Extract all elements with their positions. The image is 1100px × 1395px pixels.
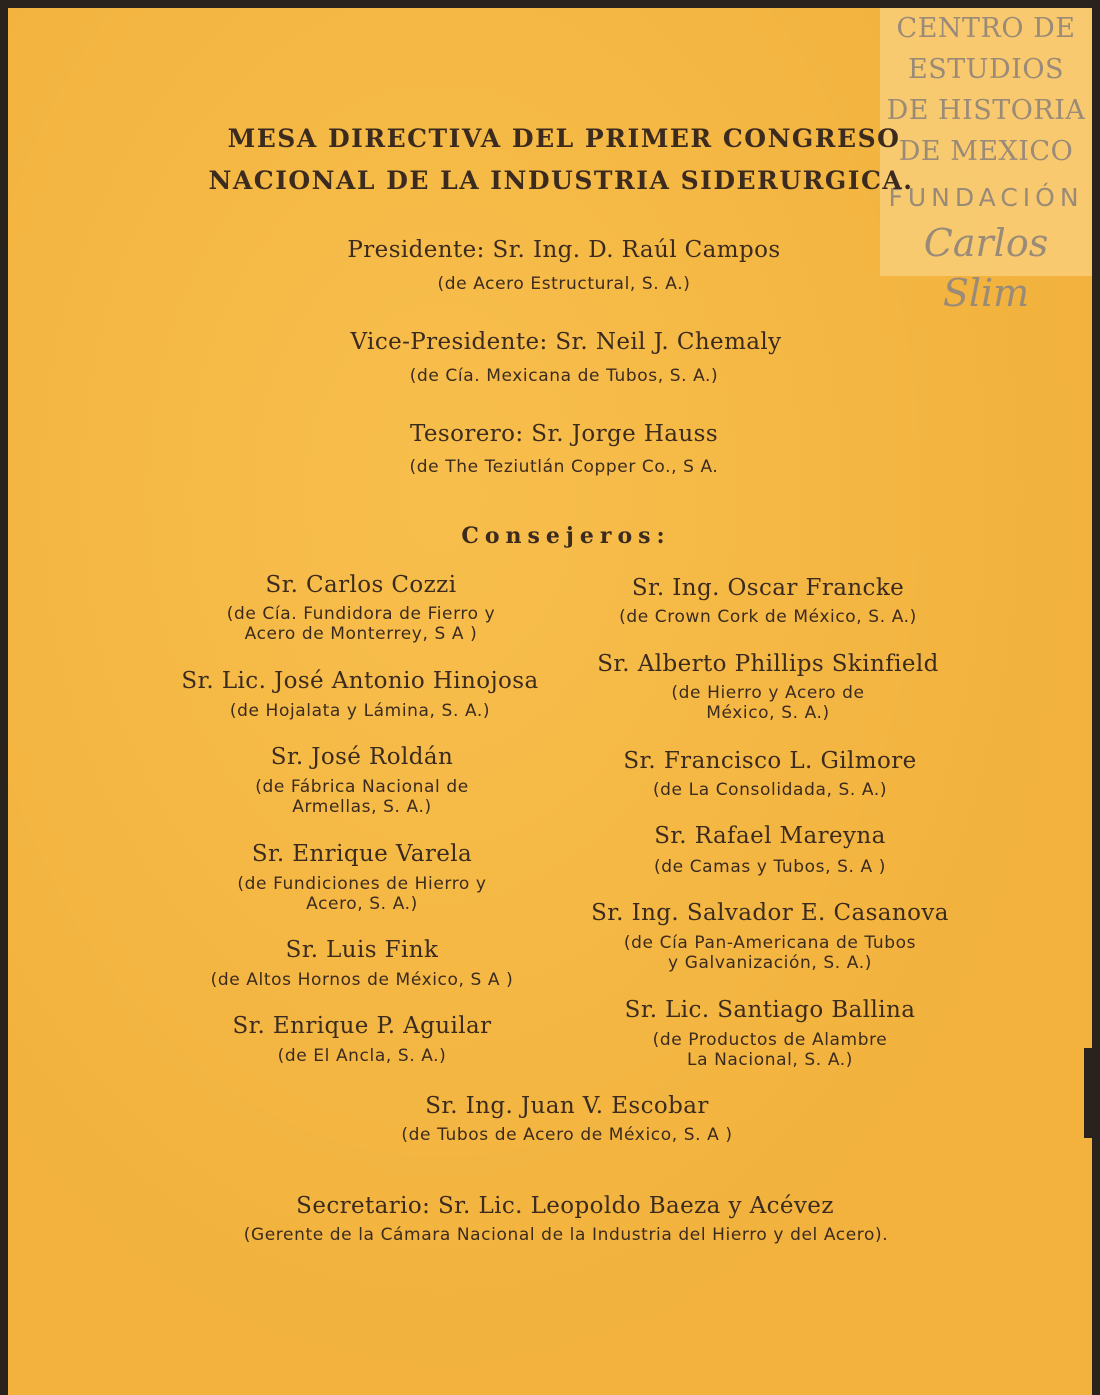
consejero-name: Sr. Rafael Mareyna bbox=[654, 823, 886, 849]
watermark-fundacion: FUNDACIÓN bbox=[888, 183, 1084, 212]
watermark-line: DE HISTORIA bbox=[886, 95, 1086, 126]
consejero-org: (de Tubos de Acero de México, S. A ) bbox=[401, 1125, 733, 1145]
officer-treasurer: Tesorero: Sr. Jorge Hauss bbox=[409, 421, 719, 447]
consejero-org: Acero de Monterrey, S A ) bbox=[244, 624, 478, 644]
consejero-org: (de El Ancla, S. A.) bbox=[277, 1046, 447, 1066]
officer-treasurer-org: (de The Teziutlán Copper Co., S A. bbox=[409, 457, 719, 477]
consejero-org: México, S. A.) bbox=[706, 703, 830, 723]
watermark bbox=[880, 8, 1092, 315]
consejero-org: (de Cía Pan-Americana de Tubos bbox=[623, 933, 917, 953]
consejero-org: (de La Consolidada, S. A.) bbox=[652, 780, 888, 800]
consejero-org: (de Fábrica Nacional de bbox=[255, 777, 469, 797]
consejero-name: Sr. Ing. Salvador E. Casanova bbox=[591, 900, 949, 926]
consejero-name: Sr. José Roldán bbox=[270, 744, 454, 770]
consejero-org: (de Productos de Alambre bbox=[652, 1030, 888, 1050]
consejero-org: (de Altos Hornos de México, S A ) bbox=[210, 970, 514, 990]
consejero-org: (de Hierro y Acero de bbox=[671, 683, 865, 703]
watermark-line: CENTRO DE bbox=[896, 13, 1076, 44]
consejero-name: Sr. Enrique P. Aguilar bbox=[232, 1013, 492, 1039]
officer-vice-president-org: (de Cía. Mexicana de Tubos, S. A.) bbox=[409, 366, 719, 386]
title-line-2: NACIONAL DE LA INDUSTRIA SIDERURGICA. bbox=[208, 166, 914, 195]
consejero-org: (de Cía. Fundidora de Fierro y bbox=[226, 604, 496, 624]
title-line-1: MESA DIRECTIVA DEL PRIMER CONGRESO bbox=[227, 124, 901, 153]
watermark-signature: Carlos Slim bbox=[923, 221, 1049, 315]
secretario-name: Secretario: Sr. Lic. Leopoldo Baeza y Acévez bbox=[296, 1193, 834, 1219]
consejero-org: (de Camas y Tubos, S. A ) bbox=[654, 857, 886, 877]
consejero-name: Sr. Alberto Phillips Skinfield bbox=[597, 651, 939, 677]
consejero-org: (de Crown Cork de México, S. A.) bbox=[619, 607, 917, 627]
consejero-name: Sr. Carlos Cozzi bbox=[265, 572, 457, 598]
officer-president-org: (de Acero Estructural, S. A.) bbox=[437, 274, 691, 294]
officer-president: Presidente: Sr. Ing. D. Raúl Campos bbox=[347, 237, 781, 263]
page-edge-mark bbox=[1084, 1048, 1092, 1138]
consejero-org: (de Fundiciones de Hierro y bbox=[237, 874, 487, 894]
watermark-line: ESTUDIOS bbox=[908, 54, 1064, 85]
consejero-name: Sr. Ing. Oscar Francke bbox=[631, 575, 905, 601]
document-page bbox=[8, 8, 1092, 1395]
consejero-org: Acero, S. A.) bbox=[306, 894, 418, 914]
consejero-org: Armellas, S. A.) bbox=[292, 797, 432, 817]
watermark-line: DE MEXICO bbox=[898, 136, 1074, 167]
consejero-org: La Nacional, S. A.) bbox=[687, 1050, 853, 1070]
consejero-name: Sr. Luis Fink bbox=[285, 937, 439, 963]
consejero-org: (de Hojalata y Lámina, S. A.) bbox=[229, 701, 491, 721]
consejero-name: Sr. Ing. Juan V. Escobar bbox=[425, 1093, 709, 1119]
consejero-name: Sr. Lic. Santiago Ballina bbox=[624, 997, 916, 1023]
consejero-name: Sr. Lic. José Antonio Hinojosa bbox=[181, 668, 539, 694]
consejeros-heading: Consejeros: bbox=[461, 523, 671, 549]
officer-vice-president: Vice-Presidente: Sr. Neil J. Chemaly bbox=[350, 329, 782, 355]
consejero-name: Sr. Enrique Varela bbox=[251, 841, 473, 867]
consejero-org: y Galvanización, S. A.) bbox=[668, 953, 872, 973]
secretario-org: (Gerente de la Cámara Nacional de la Industria del Hierro y del Acero). bbox=[243, 1225, 889, 1245]
consejero-name: Sr. Francisco L. Gilmore bbox=[623, 748, 917, 774]
